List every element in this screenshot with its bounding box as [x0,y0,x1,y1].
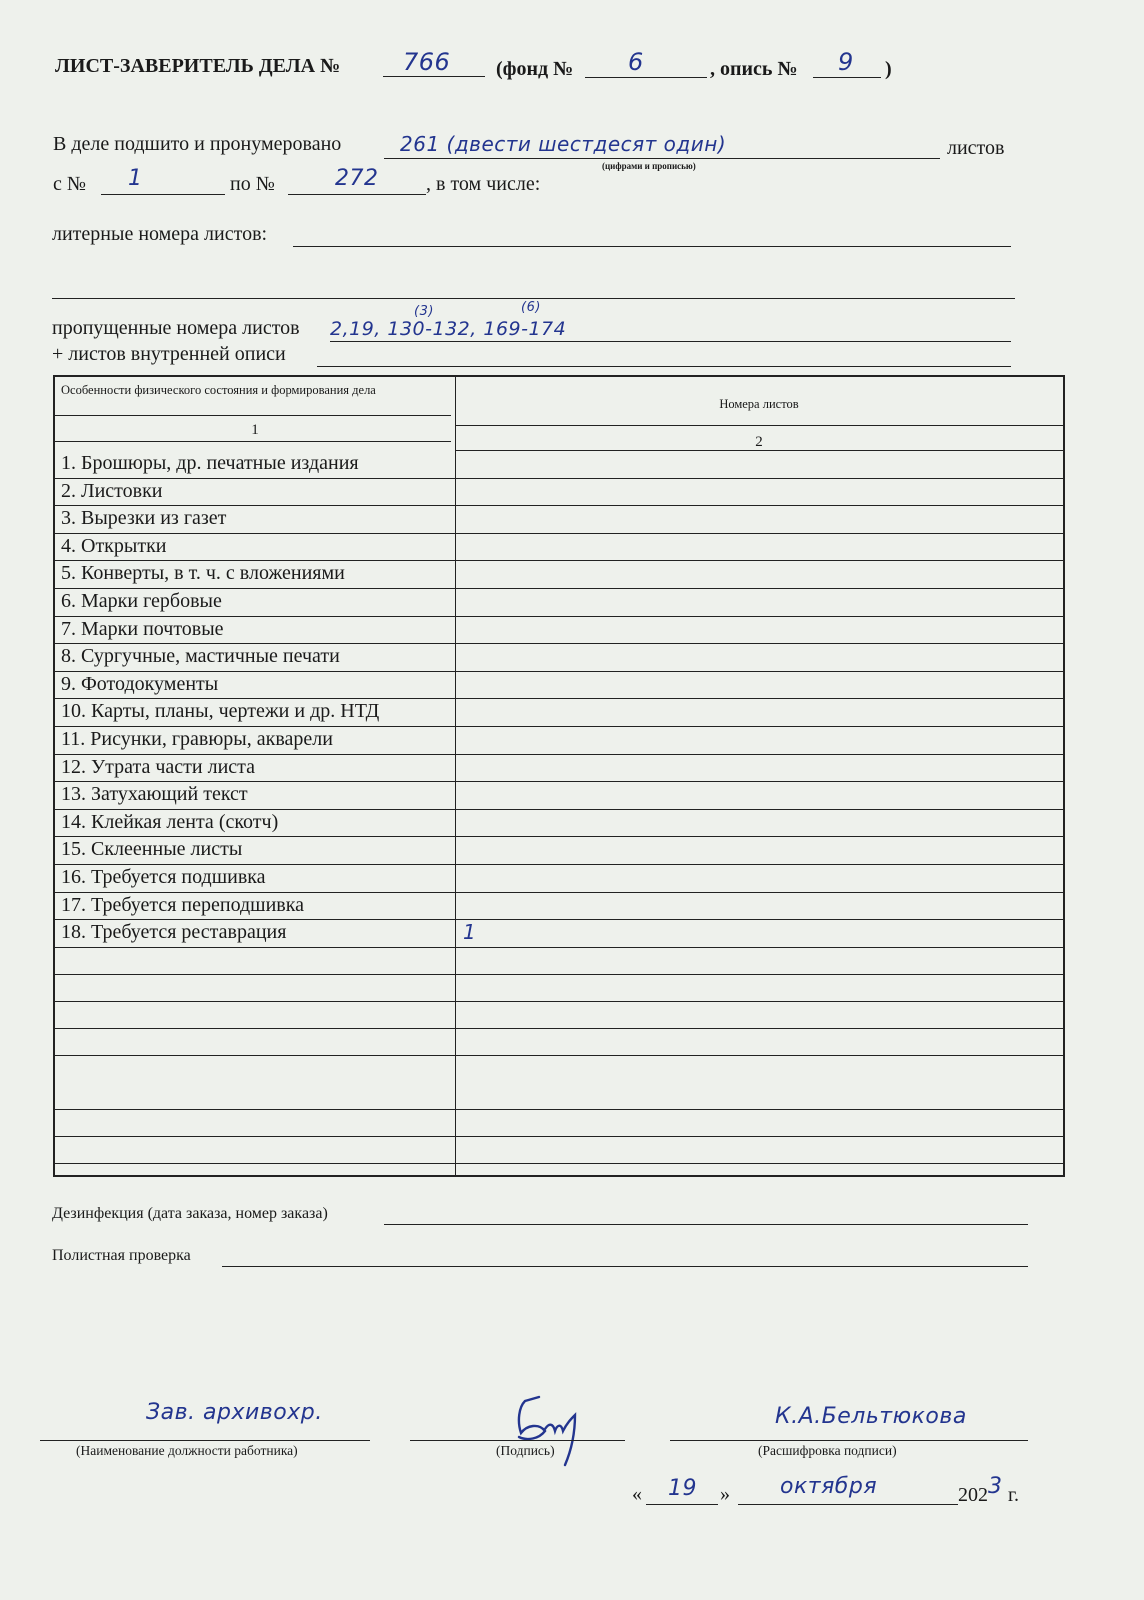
filed-value: 261 (двести шестдесят один) [400,132,727,156]
filed-label: В деле подшито и пронумеровано [53,133,342,155]
disinfection-label: Дезинфекция (дата заказа, номер заказа) [52,1205,328,1222]
table-row-line [55,643,1063,644]
table-row-label: 4. Открытки [61,534,167,557]
name-value: К.А.Бельтюкова [775,1404,967,1429]
date-close-quote: » [720,1483,730,1505]
table-row-line [55,919,1063,920]
column-1-header: Особенности физического состояния и формирования дела [61,383,376,397]
inventory-line [317,366,1011,367]
table-row-line [55,698,1063,699]
table-row-label: 5. Конверты, в т. ч. с вложениями [61,562,345,585]
date-day-line [646,1504,718,1505]
column-1-number: 1 [251,422,259,438]
opis-label: , опись № [710,58,798,80]
empty-row-line [55,1028,1063,1029]
missing-value: 2,19, 130-132, 169-174 [330,318,567,340]
physical-condition-table [53,375,1065,1177]
empty-row-line [55,1001,1063,1002]
table-row-label: 12. Утрата части листа [61,755,256,778]
date-year-suffix: 3 [988,1474,1003,1499]
table-row-line [55,892,1063,893]
signature-line [410,1440,625,1441]
inventory-label: + листов внутренней описи [52,343,286,365]
signature-caption: (Подпись) [496,1443,555,1458]
date-day: 19 [668,1476,697,1501]
to-value: 272 [335,166,379,191]
table-row-label: 18. Требуется реставрация [61,921,287,944]
from-value: 1 [128,166,143,191]
table-row-label: 13. Затухающий текст [61,783,248,806]
empty-row-line [55,1109,1063,1110]
table-row-label: 17. Требуется переподшивка [61,893,305,916]
table-row-label: 1. Брошюры, др. печатные издания [61,452,359,474]
position-value: Зав. архивохр. [146,1400,323,1425]
empty-row-line [55,1055,1063,1056]
signature-mark [505,1393,595,1473]
missing-line [330,341,1011,342]
table-row-label: 9. Фотодокументы [61,672,219,695]
table-row-line [55,588,1063,589]
table-row-label: 15. Склеенные листы [61,838,243,861]
table-row-line [55,533,1063,534]
table-row-label: 3. Вырезки из газет [61,507,227,530]
check-line [222,1266,1028,1267]
table-row-label: 14. Клейкая лента (скотч) [61,810,279,833]
close-paren: ) [885,58,892,80]
fond-number-value: 6 [628,48,644,76]
date-open-quote: « [632,1483,642,1505]
header-separator-left [55,415,451,416]
name-line [670,1440,1028,1441]
including-label: , в том числе: [426,173,541,195]
table-row-label: 7. Марки почтовые [61,617,224,640]
table-row-line [55,836,1063,837]
empty-row-line [55,1136,1063,1137]
number-separator-right [455,450,1063,451]
missing-note-a: (3) [414,304,434,319]
table-row-value: 1 [463,920,477,945]
column-2-header: Номера листов [719,397,799,411]
date-month: октября [780,1474,878,1499]
filed-hint: (цифрами и прописью) [602,161,696,171]
date-year-prefix: 202 [958,1484,988,1506]
table-row-line [55,726,1063,727]
opis-number-line [813,77,881,78]
table-row-label: 6. Марки гербовые [61,590,222,612]
case-number-line [383,76,485,77]
table-row-line [55,560,1063,561]
table-row-label: 2. Листовки [61,479,163,502]
document-title: ЛИСТ-ЗАВЕРИТЕЛЬ ДЕЛА № [55,55,341,77]
table-row-line [55,864,1063,865]
header-separator-right [455,425,1063,426]
position-caption: (Наименование должности работника) [76,1443,298,1458]
opis-number-value: 9 [838,48,854,76]
lettered-line [293,246,1011,247]
name-caption: (Расшифровка подписи) [758,1443,897,1458]
to-label: по № [230,173,275,195]
table-row-label: 10. Карты, планы, чертежи и др. НТД [61,700,380,723]
disinfection-line [384,1224,1028,1225]
table-row-line [55,671,1063,672]
table-row-label: 8. Сургучные, мастичные печати [61,645,340,668]
missing-note-b: (6) [521,300,541,315]
case-number-value: 766 [403,48,451,76]
table-row-line [55,478,1063,479]
table-row-line [55,616,1063,617]
filed-line [384,158,940,159]
table-row-line [55,754,1063,755]
to-line [288,194,426,195]
date-month-line [738,1504,958,1505]
table-row-label: 16. Требуется подшивка [61,866,266,888]
empty-row-line [55,1163,1063,1164]
from-line [101,194,225,195]
check-label: Полистная проверка [52,1247,191,1264]
date-year-unit: г. [1008,1484,1019,1506]
table-row-line [55,809,1063,810]
lettered-line-2 [52,298,1015,299]
table-row-line [55,947,1063,948]
column-2-number: 2 [755,434,763,450]
number-separator-left [55,441,451,442]
table-row-line [55,781,1063,782]
fond-number-line [585,77,707,78]
table-row-label: 11. Рисунки, гравюры, акварели [61,728,333,750]
table-row-line [55,505,1063,506]
fond-label: (фонд № [496,58,574,80]
missing-label: пропущенные номера листов [52,317,300,339]
filed-unit: листов [947,137,1005,159]
lettered-label: литерные номера листов: [52,223,268,245]
empty-row-line [55,974,1063,975]
position-line [40,1440,370,1441]
from-label: с № [53,173,86,195]
